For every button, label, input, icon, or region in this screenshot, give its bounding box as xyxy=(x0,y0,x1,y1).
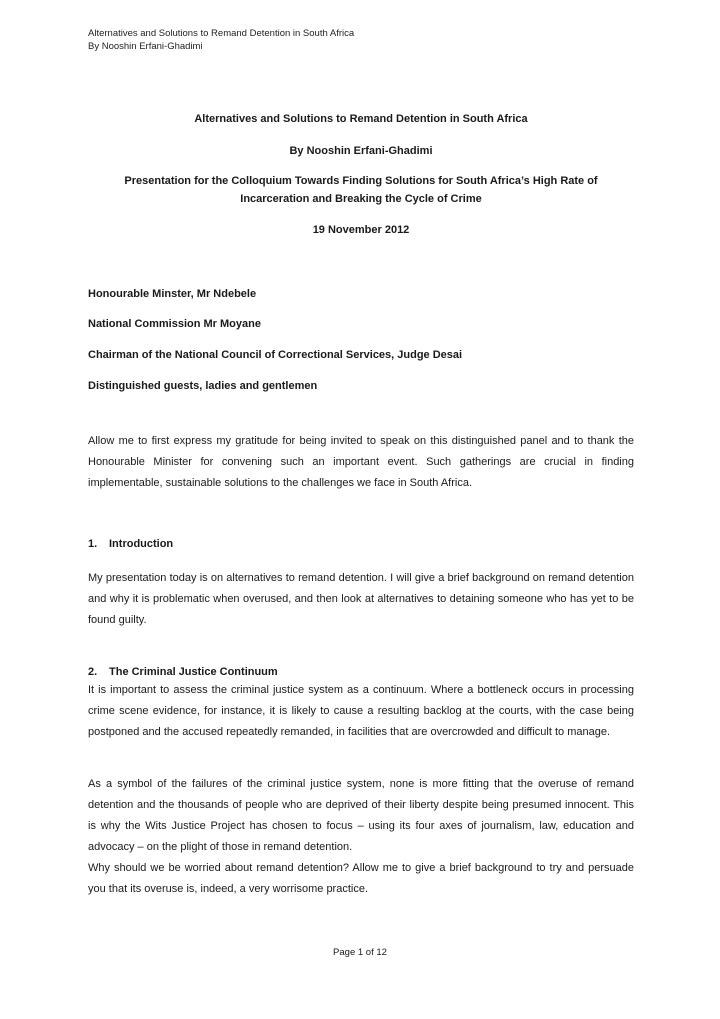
running-header xyxy=(88,27,354,53)
header-title: Alternatives and Solutions to Remand Detention in South Africa xyxy=(88,28,355,39)
salutation-commissioner: National Commission Mr Moyane xyxy=(88,318,261,330)
presentation-subtitle-line2: Incarceration and Breaking the Cycle of Crime xyxy=(240,193,482,205)
section-number: 2. xyxy=(88,666,98,678)
section-title: Introduction xyxy=(109,538,174,550)
continuum-paragraph-3: Why should we be worried about remand detention? Allow me to give a brief background to try and persuade you that its overuse is, indeed, a very worrisome practice. xyxy=(88,862,634,895)
header-author: By Nooshin Erfani-Ghadimi xyxy=(88,41,203,52)
section-number: 1. xyxy=(88,538,98,550)
section-title: The Criminal Justice Continuum xyxy=(109,666,278,678)
opening-paragraph: Allow me to first express my gratitude for being invited to speak on this distinguished panel and to thank the Honourable Minister for convening such an important event. Such gatherings are crucial in finding implementable, sustainable solutions to the challenges we face in South Africa. xyxy=(88,435,634,489)
presentation-subtitle-line1: Presentation for the Colloquium Towards Finding Solutions for South Africa’s High Rate of xyxy=(124,175,598,187)
presentation-subtitle xyxy=(88,172,634,208)
page-footer: Page 1 of 12 xyxy=(333,947,387,958)
document-author: By Nooshin Erfani-Ghadimi xyxy=(289,145,433,157)
salutation-guests: Distinguished guests, ladies and gentlemen xyxy=(88,380,318,392)
presentation-date: 19 November 2012 xyxy=(312,224,410,236)
introduction-paragraph: My presentation today is on alternatives to remand detention. I will give a brief background on remand detention and why it is problematic when overused, and then look at alternatives to detaining someone who has yet to be found guilty. xyxy=(88,572,634,626)
document-title: Alternatives and Solutions to Remand Detention in South Africa xyxy=(194,113,528,125)
continuum-paragraph-1: It is important to assess the criminal justice system as a continuum. Where a bottleneck occurs in processing crime scene evidence, for instance, it is likely to cause a resulting backlog at the courts, with the case being postponed and the accused repeatedly remanded, in facilities that are overcrowded and difficult to manage. xyxy=(88,684,634,738)
salutation-chairman: Chairman of the National Council of Correctional Services, Judge Desai xyxy=(88,349,463,361)
section-heading-continuum xyxy=(88,664,278,680)
section-heading-introduction xyxy=(88,536,173,552)
salutation-minister: Honourable Minster, Mr Ndebele xyxy=(88,288,257,300)
continuum-paragraph-2: As a symbol of the failures of the criminal justice system, none is more fitting that the overuse of remand detention and the thousands of people who are deprived of their liberty despite being presumed innocent. This is why the Wits Justice Project has chosen to focus – using its four axes of journalism, law, education and advocacy – on the plight of those in remand detention. xyxy=(88,778,634,853)
